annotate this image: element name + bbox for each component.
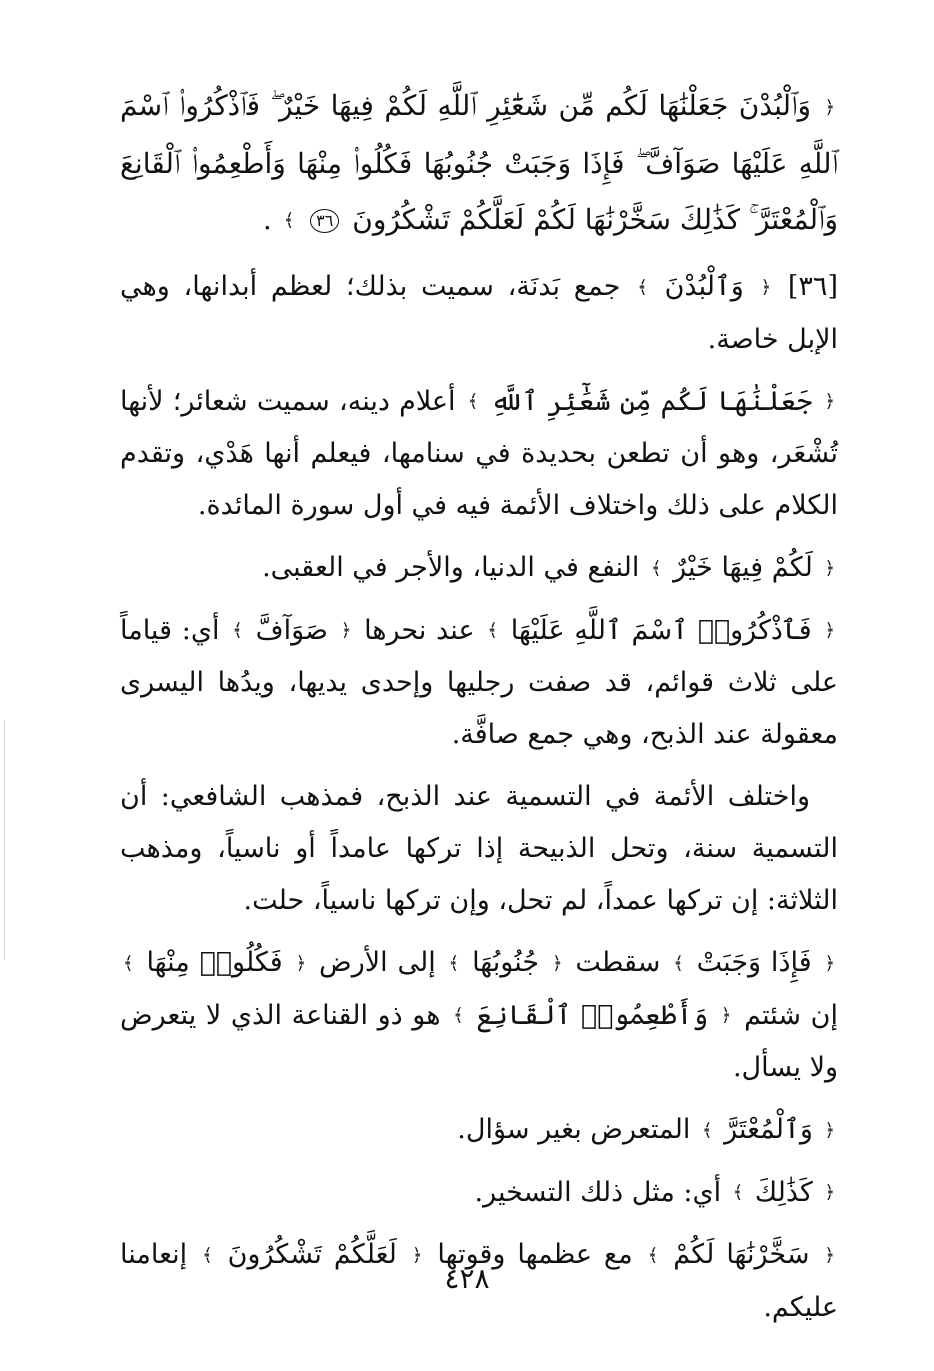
ornate-brace-open: ﴿ — [824, 557, 835, 579]
paragraph-mutarr — [120, 1104, 838, 1157]
quran-verse-block — [120, 78, 838, 249]
quoted-phrase: لَكُمْ فِيهَا خَيْرٌ — [673, 552, 813, 583]
ornate-brace-open: ﴿ — [824, 1244, 835, 1266]
commentary-text: هو ذو القناعة الذي لا يتعرض ولا يسأل. — [120, 999, 838, 1083]
ornate-brace-close: ﴾ — [283, 210, 295, 231]
ornate-brace-close: ﴾ — [232, 620, 243, 641]
ornate-brace-open: ﴿ — [411, 1244, 423, 1266]
quoted-phrase: جُنُوبُهَا — [472, 947, 540, 978]
verse-text: وَٱلْبُدْنَ جَعَلْنَٰهَا لَكُم مِّن شَعَٰٓئِرِ ٱللَّهِ لَكُمْ فِيهَا خَيْرٌ ۖ فَٱذْكُرُوا۟ ٱسْمَ ٱللَّهِ عَلَيْهَا صَوَآفَّ ۖ فَإِذَا وَجَبَتْ جُنُوبُهَا فَكُلُوا۟ مِنْهَا وَأَطْعِمُوا۟ ٱلْقَانِعَ وَٱلْمُعْتَرَّ ۚ كَذَٰلِكَ سَخَّرْنَٰهَا لَكُمْ لَعَلَّكُمْ تَشْكُرُونَ — [120, 89, 838, 236]
paragraph-sawaff — [120, 605, 838, 762]
commentary-text: أي: مثل ذلك التسخير. — [474, 1176, 722, 1208]
commentary-text: جمع بَدنَة، سميت بذلك؛ لعظم أبدانها، وهي الإبل خاصة. — [120, 271, 838, 355]
commentary-text: مع عظمها وقوتها — [437, 1239, 633, 1270]
quoted-phrase: فَكُلُوا۟ مِنْهَا — [146, 947, 283, 978]
scan-margin-line — [4, 720, 5, 960]
commentary-text: أي: قياماً على ثلاث قوائم، قد صفت رجليها وإحدى يديها، ويدُها اليسرى معقولة عند الذبح، وهي جمع صافَّة. — [120, 614, 838, 750]
quoted-phrase: وَأَطْعِمُوا۟ ٱلْقَانِعَ — [476, 999, 709, 1031]
verse-number-lead: [٣٦] — [787, 271, 838, 302]
paragraph-khayr — [120, 542, 838, 595]
ornate-brace-close: ﴾ — [202, 1244, 213, 1266]
verse-end-mark: . — [262, 202, 272, 236]
commentary-text: سقطت — [575, 947, 661, 978]
quoted-phrase: جَعَلْنَٰهَا لَكُم مِّن شَعَٰٓئِرِ ٱللَّهِ — [490, 385, 813, 417]
quoted-phrase: فَإِذَا وَجَبَتْ — [696, 947, 812, 978]
quoted-phrase: وَٱلْمُعْتَرَّ — [724, 1114, 813, 1145]
paragraph-shaair — [120, 376, 838, 533]
ornate-brace-close: ﴾ — [701, 1119, 713, 1141]
quoted-phrase: سَخَّرْنَٰهَا لَكُمْ — [673, 1239, 810, 1270]
page-number: ٤٢٨ — [444, 1262, 490, 1295]
ornate-brace-open: ﴿ — [340, 620, 352, 641]
ornate-brace-open: ﴿ — [720, 1005, 732, 1026]
commentary-text: أعلام دينه، سميت شعائر؛ لأنها تُشْعَر، وهو أن تطعن بحديدة في سنامها، فيعلم أنها هَدْي، وتقدم الكلام على ذلك واختلاف الأئمة فيه في أول سورة المائدة. — [120, 385, 838, 521]
quoted-phrase: لَعَلَّكُمْ تَشْكُرُونَ — [227, 1239, 397, 1270]
commentary-text: إلى الأرض — [319, 947, 436, 978]
ornate-brace-close: ﴾ — [650, 557, 662, 579]
ornate-brace-open: ﴿ — [824, 952, 836, 974]
ornate-brace-close: ﴾ — [487, 620, 498, 641]
ornate-brace-close: ﴾ — [448, 952, 460, 974]
paragraph-wajabat — [120, 937, 838, 1094]
ornate-brace-open: ﴿ — [824, 1119, 835, 1141]
paragraph-kadhalik — [120, 1167, 838, 1220]
ornate-brace-close: ﴾ — [673, 952, 684, 974]
ornate-brace-open: ﴿ — [551, 952, 563, 974]
quoted-phrase: صَوَآفَّ — [255, 614, 328, 646]
ornate-brace-open: ﴿ — [760, 276, 772, 298]
ornate-brace-open: ﴿ — [295, 952, 307, 974]
ornate-brace-close: ﴾ — [732, 1182, 744, 1203]
paragraph-albudn — [120, 261, 838, 366]
ornate-brace-close: ﴾ — [637, 276, 648, 298]
commentary-text: عند نحرها — [364, 614, 475, 646]
commentary-text: النفع في الدنيا، والأجر في العقبى. — [262, 552, 640, 583]
quoted-phrase: وَٱلْبُدْنَ — [664, 271, 744, 302]
quoted-phrase: كَذَٰلِكَ — [754, 1176, 813, 1208]
commentary-text: واختلف الأئمة في التسمية عند الذبح، فمذهب الشافعي: أن التسمية سنة، وتحل الذبيحة إذا تركها عامداً أو ناسياً، ومذهب الثلاثة: إن تركها عمداً، لم تحل، وإن تركها ناسياً، حلت. — [120, 781, 838, 916]
page-body — [120, 78, 838, 1344]
commentary-text: المتعرض بغير سؤال. — [457, 1114, 691, 1145]
ornate-brace-close: ﴾ — [123, 952, 134, 974]
quoted-phrase: فَٱذْكُرُوا۟ ٱسْمَ ٱللَّهِ عَلَيْهَا — [510, 614, 812, 646]
ornate-brace-close: ﴾ — [467, 391, 479, 412]
ornate-brace-open: ﴿ — [824, 620, 836, 641]
ayah-number-marker: ٣٦ — [310, 209, 339, 233]
ornate-brace-open: ﴿ — [824, 96, 835, 118]
paragraph-tasmiya — [120, 771, 838, 927]
ornate-brace-close: ﴾ — [647, 1244, 659, 1266]
ornate-brace-close: ﴾ — [453, 1005, 464, 1026]
ornate-brace-open: ﴿ — [824, 1182, 835, 1203]
ornate-brace-open: ﴿ — [824, 391, 835, 412]
commentary-text: إن شئتم — [744, 999, 838, 1031]
commentary-text: إنعامنا عليكم. — [120, 1239, 838, 1323]
